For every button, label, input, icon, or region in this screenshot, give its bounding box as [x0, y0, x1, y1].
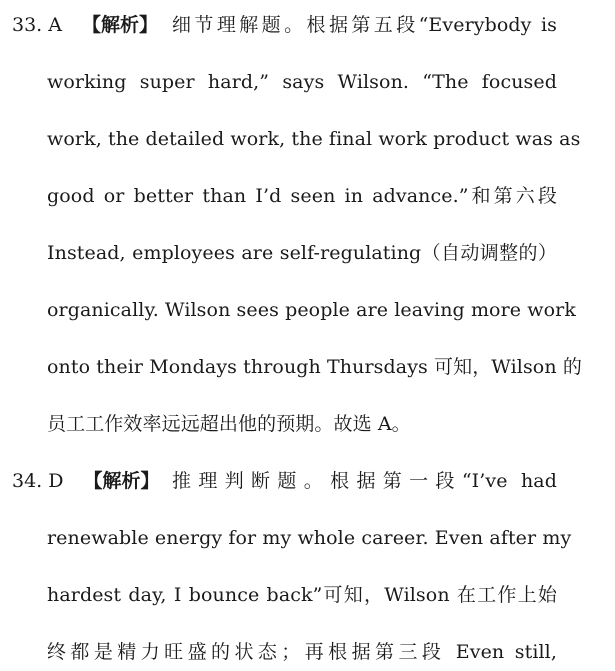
question-33-header — [12, 7, 160, 43]
text-line: 终都是精力旺盛的状态；再根据第三段 Even still, — [47, 641, 557, 663]
text-line: 推理判断题。根据第一段“I’ve had — [172, 470, 557, 492]
text-line: good or better than I’d seen in advance.”和第六段 — [47, 185, 557, 207]
text-line: 细节理解题。根据第五段“Everybody is — [172, 14, 557, 36]
text-line: onto their Mondays through Thursdays 可知，Wilson 的 — [47, 356, 582, 378]
question-number: 34. — [12, 470, 43, 492]
text-line: hardest day, I bounce back”可知，Wilson 在工作上始 — [47, 584, 557, 606]
question-number: 33. — [12, 14, 43, 36]
question-34-header — [12, 463, 162, 499]
text-line: organically. Wilson sees people are leaving more work — [47, 299, 576, 321]
text-line: working super hard,” says Wilson. “The focused — [47, 71, 557, 93]
text-line: work, the detailed work, the final work product was as — [47, 128, 581, 150]
answer-letter: A — [48, 14, 62, 36]
text-line: 员工工作效率远远超出他的预期。故选 A。 — [47, 413, 411, 435]
analysis-tag: 【解析】 — [83, 470, 160, 492]
text-line: renewable energy for my whole career. Even after my — [47, 527, 572, 549]
text-line: Instead, employees are self-regulating（自动调整的） — [47, 242, 557, 264]
answer-letter: D — [48, 470, 64, 492]
analysis-tag: 【解析】 — [82, 14, 159, 36]
